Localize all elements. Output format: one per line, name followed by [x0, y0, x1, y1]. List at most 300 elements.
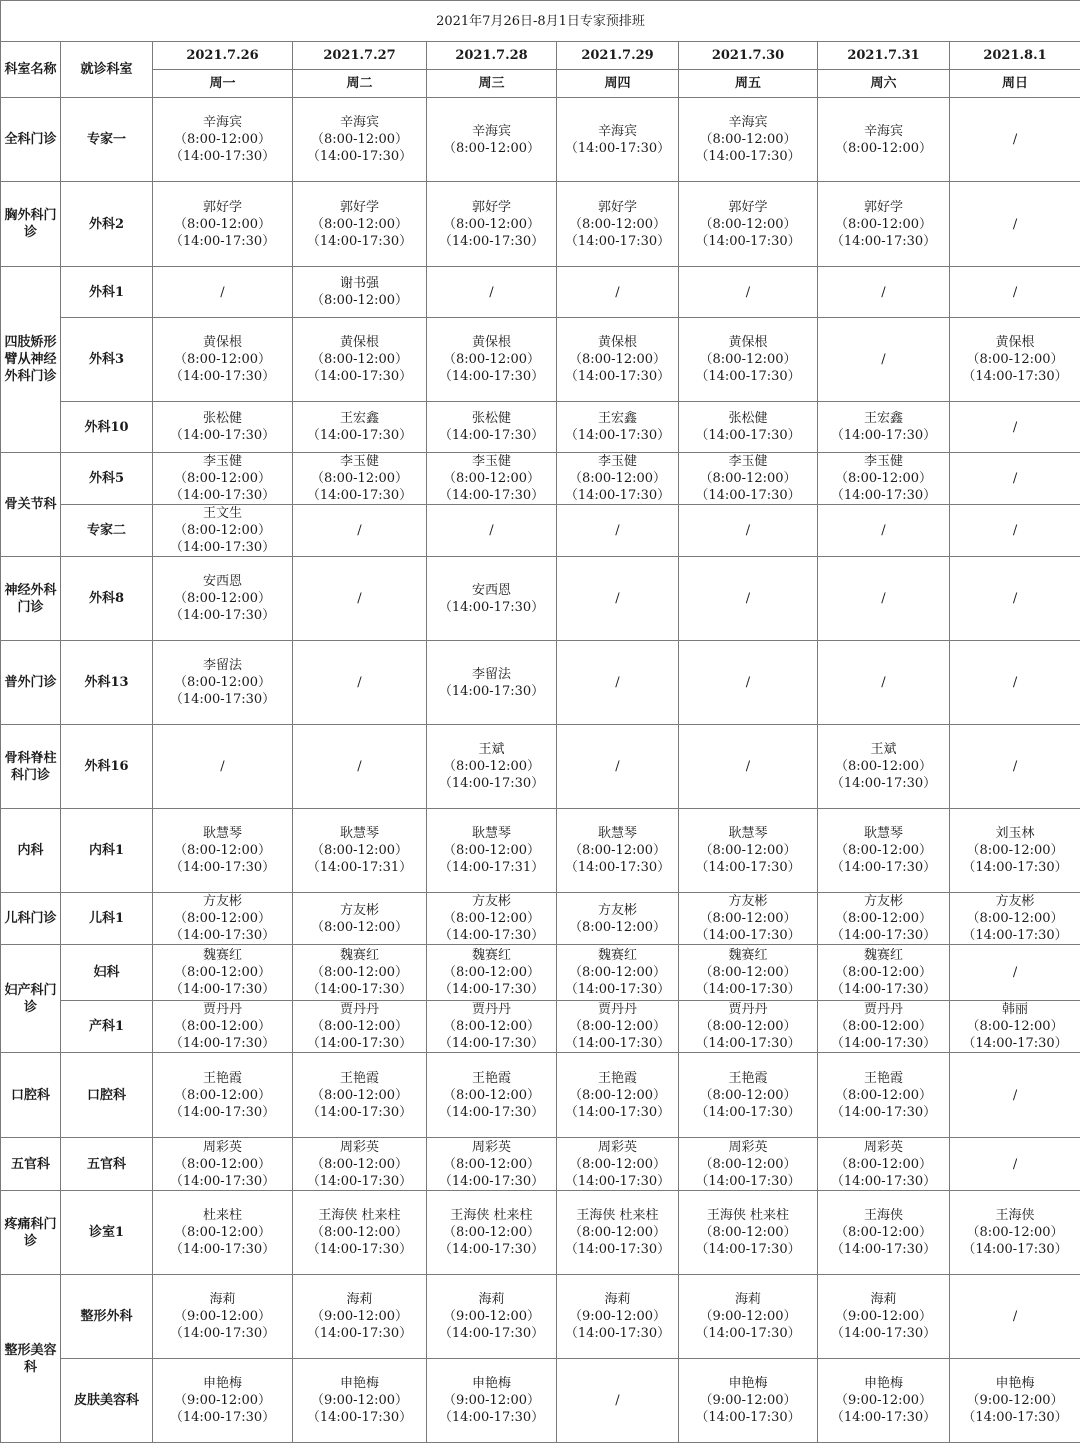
time-slot: （14:00-17:30）	[695, 149, 801, 164]
table-row	[1, 893, 1080, 945]
doctor-name: 方友彬	[471, 894, 511, 909]
doctor-name: 方友彬	[339, 902, 379, 918]
time-slot: （14:00-17:30）	[438, 683, 545, 699]
clinic-room: 专家一	[61, 98, 153, 182]
time-slot: （14:00-17:30）	[169, 540, 276, 555]
schedule-cell	[679, 1001, 818, 1053]
time-slot: （8:00-12:00）	[699, 1225, 797, 1240]
doctor-name: 海莉	[734, 1292, 761, 1307]
doctor-name: 王艳霞	[597, 1070, 637, 1086]
doctor-name: 安西恩	[202, 574, 242, 589]
doctor-name: 谢书强	[339, 276, 379, 291]
time-slot: （14:00-17:30）	[306, 1242, 413, 1257]
time-slot: （8:00-12:00）	[568, 965, 667, 980]
schedule-cell	[818, 318, 950, 402]
schedule-cell	[427, 809, 557, 893]
table-row	[1, 725, 1080, 809]
clinic-room: 五官科	[61, 1138, 153, 1191]
doctor-name: 王海侠 杜来柱	[576, 1208, 659, 1223]
time-slot: （8:00-12:00）	[834, 1019, 933, 1034]
time-slot: （8:00-12:00）	[442, 965, 541, 980]
doctor-name: /	[881, 523, 886, 538]
clinic-room: 外科3	[61, 318, 153, 402]
schedule-cell	[557, 402, 679, 453]
schedule-cell	[679, 945, 818, 1001]
time-slot: （9:00-12:00）	[966, 1393, 1064, 1408]
doctor-name: /	[745, 675, 751, 690]
time-slot: （14:00-17:30）	[695, 233, 801, 249]
schedule-cell	[818, 641, 950, 725]
time-slot: （14:00-17:30）	[830, 488, 937, 503]
department-name: 内科	[1, 809, 61, 893]
doctor-name: /	[745, 523, 751, 538]
time-slot: （14:00-17:30）	[169, 1410, 276, 1425]
schedule-cell	[557, 1053, 679, 1138]
doctor-name: /	[881, 352, 886, 367]
schedule-title: 2021年7月26日-8月1日专家预排班	[1, 1, 1080, 42]
time-slot: （14:00-17:30）	[564, 1326, 671, 1341]
time-slot: （8:00-12:00）	[442, 843, 541, 858]
time-slot: （14:00-17:30）	[169, 1173, 276, 1189]
time-slot: （14:00-17:30）	[438, 982, 545, 997]
table-row	[1, 557, 1080, 641]
time-slot: （8:00-12:00）	[173, 523, 272, 538]
doctor-name: /	[1012, 1087, 1018, 1103]
time-slot: （14:00-17:30）	[830, 1036, 937, 1051]
time-slot: （8:00-12:00）	[699, 1087, 797, 1103]
time-slot: （8:00-12:00）	[966, 911, 1064, 926]
doctor-name: 海莉	[604, 1292, 631, 1307]
schedule-cell	[557, 725, 679, 809]
time-slot: （14:00-17:30）	[169, 428, 276, 443]
time-slot: （14:00-17:30）	[564, 1173, 671, 1189]
schedule-cell	[153, 809, 293, 893]
doctor-name: 贾丹丹	[728, 1002, 768, 1017]
time-slot: （14:00-17:30）	[169, 1326, 276, 1341]
clinic-room: 外科5	[61, 453, 153, 505]
doctor-name: 辛海宾	[202, 115, 242, 130]
time-slot: （14:00-17:30）	[695, 1104, 801, 1120]
time-slot: （14:00-17:30）	[169, 608, 276, 623]
schedule-cell	[427, 1001, 557, 1053]
schedule-cell	[950, 557, 1080, 641]
doctor-name: 耿慧琴	[202, 826, 242, 841]
schedule-cell	[950, 809, 1080, 893]
clinic-room: 专家二	[61, 505, 153, 557]
schedule-cell	[818, 809, 950, 893]
doctor-name: 周彩英	[339, 1139, 379, 1155]
doctor-name: /	[357, 591, 362, 606]
time-slot: （14:00-17:30）	[306, 1326, 413, 1341]
schedule-cell	[557, 893, 679, 945]
department-name: 骨科脊柱科门诊	[1, 725, 61, 809]
doctor-name: 魏赛红	[863, 948, 903, 963]
table-row	[1, 641, 1080, 725]
schedule-cell	[153, 98, 293, 182]
schedule-cell	[950, 893, 1080, 945]
time-slot: （14:00-17:30）	[830, 428, 937, 443]
doctor-name: 李留法	[471, 666, 511, 682]
department-name: 口腔科	[1, 1053, 61, 1138]
time-slot: （8:00-12:00）	[310, 293, 409, 308]
time-slot: （8:00-12:00）	[699, 843, 797, 858]
time-slot: （14:00-17:30）	[169, 1036, 276, 1051]
schedule-cell	[818, 725, 950, 809]
doctor-name: 周彩英	[202, 1139, 242, 1155]
doctor-name: 黄保根	[471, 335, 511, 350]
time-slot: （14:00-17:30）	[695, 1410, 801, 1425]
time-slot: （9:00-12:00）	[834, 1393, 933, 1408]
time-slot: （14:00-17:31）	[306, 860, 413, 875]
schedule-cell	[679, 182, 818, 267]
schedule-cell	[153, 1053, 293, 1138]
time-slot: （8:00-12:00）	[568, 843, 667, 858]
department-name: 神经外科门诊	[1, 557, 61, 641]
schedule-cell	[293, 98, 427, 182]
doctor-name: /	[1012, 471, 1018, 486]
time-slot: （14:00-17:30）	[695, 928, 801, 943]
schedule-cell	[427, 453, 557, 505]
time-slot: （14:00-17:30）	[438, 233, 545, 249]
schedule-cell	[153, 1001, 293, 1053]
doctor-name: /	[881, 284, 886, 300]
time-slot: （14:00-17:30）	[830, 1104, 937, 1120]
time-slot: （14:00-17:30）	[962, 1242, 1068, 1257]
doctor-name: 申艳梅	[728, 1376, 768, 1391]
schedule-cell	[950, 1053, 1080, 1138]
schedule-cell	[293, 267, 427, 318]
schedule-cell	[818, 505, 950, 557]
doctor-name: 申艳梅	[995, 1376, 1035, 1391]
time-slot: （8:00-12:00）	[834, 843, 933, 858]
schedule-cell	[293, 182, 427, 267]
header-weekday: 周四	[557, 70, 679, 98]
doctor-name: 王海侠	[995, 1208, 1035, 1223]
schedule-cell	[427, 945, 557, 1001]
schedule-cell	[293, 1053, 427, 1138]
time-slot: （8:00-12:00）	[699, 911, 797, 926]
time-slot: （14:00-17:30）	[169, 488, 276, 503]
time-slot: （14:00-17:30）	[438, 488, 545, 503]
header-weekday: 周二	[293, 70, 427, 98]
time-slot: （14:00-17:30）	[169, 1242, 276, 1257]
time-slot: （8:00-12:00）	[173, 675, 272, 690]
schedule-cell	[427, 1359, 557, 1443]
time-slot: （14:00-17:30）	[438, 1410, 545, 1425]
time-slot: （14:00-17:30）	[169, 860, 276, 875]
schedule-cell	[293, 1359, 427, 1443]
doctor-name: 海莉	[209, 1292, 236, 1307]
schedule-cell	[293, 1275, 427, 1359]
schedule-cell	[950, 641, 1080, 725]
department-name: 胸外科门诊	[1, 182, 61, 267]
department-name: 疼痛科门诊	[1, 1191, 61, 1275]
schedule-cell	[679, 505, 818, 557]
schedule-cell	[557, 318, 679, 402]
doctor-name: /	[1012, 284, 1018, 300]
table-row	[1, 1138, 1080, 1191]
time-slot: （8:00-12:00）	[442, 140, 541, 156]
time-slot: （14:00-17:30）	[695, 428, 801, 443]
doctor-name: /	[1012, 965, 1018, 980]
doctor-name: 耿慧琴	[728, 826, 768, 841]
doctor-name: 王宏鑫	[597, 411, 637, 426]
doctor-name: /	[615, 759, 620, 774]
doctor-name: 辛海宾	[728, 115, 768, 130]
doctor-name: 耿慧琴	[597, 826, 637, 841]
schedule-cell	[679, 98, 818, 182]
doctor-name: 李留法	[202, 658, 242, 673]
clinic-room: 儿科1	[61, 893, 153, 945]
time-slot: （8:00-12:00）	[699, 965, 797, 980]
header-weekday: 周五	[679, 70, 818, 98]
schedule-cell	[557, 1275, 679, 1359]
schedule-cell	[818, 557, 950, 641]
time-slot: （8:00-12:00）	[442, 1156, 541, 1172]
time-slot: （14:00-17:30）	[306, 1410, 413, 1425]
header-weekday: 周一	[153, 70, 293, 98]
time-slot: （8:00-12:00）	[173, 965, 272, 980]
time-slot: （8:00-12:00）	[173, 471, 272, 486]
doctor-name: 辛海宾	[597, 123, 637, 139]
time-slot: （8:00-12:00）	[173, 216, 272, 232]
doctor-name: 方友彬	[202, 894, 242, 909]
table-row	[1, 1001, 1080, 1053]
doctor-name: 王艳霞	[202, 1070, 242, 1086]
time-slot: （8:00-12:00）	[173, 1019, 272, 1034]
time-slot: （8:00-12:00）	[834, 911, 933, 926]
table-row	[1, 182, 1080, 267]
schedule-cell	[153, 182, 293, 267]
schedule-cell	[679, 641, 818, 725]
schedule-cell	[557, 945, 679, 1001]
schedule-cell	[950, 1359, 1080, 1443]
time-slot: （14:00-17:30）	[564, 140, 671, 156]
doctor-name: 李玉健	[339, 454, 379, 469]
table-row	[1, 1275, 1080, 1359]
schedule-cell	[557, 809, 679, 893]
doctor-name: 郭好学	[339, 199, 379, 215]
time-slot: （14:00-17:30）	[169, 149, 276, 164]
time-slot: （9:00-12:00）	[699, 1393, 797, 1408]
time-slot: （8:00-12:00）	[568, 1019, 667, 1034]
doctor-name: 贾丹丹	[863, 1002, 903, 1017]
doctor-name: 周彩英	[597, 1139, 637, 1155]
time-slot: （14:00-17:30）	[830, 1410, 937, 1425]
schedule-cell	[679, 453, 818, 505]
time-slot: （14:00-17:30）	[695, 1173, 801, 1189]
time-slot: （14:00-17:30）	[564, 233, 671, 249]
schedule-cell	[293, 453, 427, 505]
time-slot: （14:00-17:30）	[438, 776, 545, 791]
schedule-cell	[950, 318, 1080, 402]
time-slot: （8:00-12:00）	[310, 132, 409, 147]
table-row	[1, 1053, 1080, 1138]
time-slot: （14:00-17:30）	[306, 233, 413, 249]
schedule-cell	[950, 1275, 1080, 1359]
time-slot: （8:00-12:00）	[966, 843, 1064, 858]
doctor-name: 魏赛红	[471, 948, 511, 963]
clinic-room: 口腔科	[61, 1053, 153, 1138]
schedule-cell	[427, 1191, 557, 1275]
schedule-cell	[427, 267, 557, 318]
time-slot: （14:00-17:30）	[438, 428, 545, 443]
time-slot: （8:00-12:00）	[568, 1087, 667, 1103]
doctor-name: 王艳霞	[863, 1070, 903, 1086]
schedule-cell	[557, 1191, 679, 1275]
table-row	[1, 1191, 1080, 1275]
clinic-room: 外科8	[61, 557, 153, 641]
doctor-name: 李玉健	[471, 454, 511, 469]
header-date: 2021.7.27	[293, 42, 427, 70]
schedule-cell	[818, 945, 950, 1001]
time-slot: （8:00-12:00）	[173, 591, 272, 606]
table-row	[1, 453, 1080, 505]
time-slot: （8:00-12:00）	[310, 1225, 409, 1240]
doctor-name: 贾丹丹	[202, 1002, 242, 1017]
department-name: 普外门诊	[1, 641, 61, 725]
schedule-cell	[950, 725, 1080, 809]
schedule-cell	[557, 267, 679, 318]
time-slot: （14:00-17:30）	[169, 928, 276, 943]
schedule-cell	[153, 402, 293, 453]
time-slot: （8:00-12:00）	[834, 1225, 933, 1240]
doctor-name: /	[1012, 523, 1018, 538]
doctor-name: /	[615, 675, 620, 690]
schedule-cell	[293, 1138, 427, 1191]
schedule-cell	[153, 641, 293, 725]
doctor-name: /	[881, 591, 886, 606]
doctor-name: /	[615, 1393, 620, 1408]
time-slot: （8:00-12:00）	[699, 352, 797, 367]
doctor-name: /	[357, 759, 362, 774]
time-slot: （14:00-17:30）	[830, 982, 937, 997]
time-slot: （8:00-12:00）	[966, 1019, 1064, 1034]
doctor-name: 周彩英	[863, 1139, 903, 1155]
time-slot: （14:00-17:30）	[169, 692, 276, 707]
schedule-cell	[950, 182, 1080, 267]
time-slot: （8:00-12:00）	[442, 352, 541, 367]
doctor-name: 黄保根	[202, 335, 242, 350]
doctor-name: 李玉健	[863, 454, 903, 469]
time-slot: （8:00-12:00）	[173, 132, 272, 147]
doctor-name: 海莉	[478, 1292, 505, 1307]
doctor-name: 魏赛红	[202, 948, 242, 963]
time-slot: （14:00-17:30）	[438, 1036, 545, 1051]
schedule-cell	[818, 1359, 950, 1443]
header-weekday: 周三	[427, 70, 557, 98]
doctor-name: /	[615, 523, 620, 538]
time-slot: （9:00-12:00）	[568, 1309, 667, 1324]
doctor-name: /	[1012, 591, 1018, 606]
doctor-name: 王斌	[478, 742, 505, 757]
time-slot: （14:00-17:30）	[564, 1242, 671, 1257]
doctor-name: 黄保根	[995, 335, 1035, 350]
time-slot: （14:00-17:30）	[830, 928, 937, 943]
time-slot: （8:00-12:00）	[834, 759, 933, 774]
time-slot: （8:00-12:00）	[310, 1156, 409, 1172]
schedule-cell	[293, 809, 427, 893]
schedule-cell	[427, 893, 557, 945]
doctor-name: 贾丹丹	[597, 1002, 637, 1017]
time-slot: （14:00-17:30）	[830, 1326, 937, 1341]
header-room: 就诊科室	[61, 42, 153, 98]
schedule-cell	[818, 453, 950, 505]
time-slot: （8:00-12:00）	[173, 352, 272, 367]
schedule-cell	[293, 402, 427, 453]
department-name: 儿科门诊	[1, 893, 61, 945]
schedule-cell	[818, 1275, 950, 1359]
schedule-cell	[293, 557, 427, 641]
schedule-cell	[950, 1191, 1080, 1275]
doctor-name: 贾丹丹	[339, 1002, 379, 1017]
doctor-name: /	[1012, 759, 1018, 774]
doctor-name: 王宏鑫	[863, 411, 903, 426]
time-slot: （8:00-12:00）	[173, 1156, 272, 1172]
time-slot: （9:00-12:00）	[834, 1309, 933, 1324]
time-slot: （14:00-17:30）	[695, 860, 801, 875]
doctor-name: 方友彬	[863, 894, 903, 909]
doctor-name: 王斌	[870, 742, 897, 757]
doctor-name: 魏赛红	[597, 948, 637, 963]
time-slot: （14:00-17:30）	[564, 488, 671, 503]
doctor-name: 李玉健	[597, 454, 637, 469]
doctor-name: 贾丹丹	[471, 1002, 511, 1017]
schedule-cell	[427, 1053, 557, 1138]
time-slot: （14:00-17:30）	[695, 1242, 801, 1257]
time-slot: （9:00-12:00）	[442, 1393, 541, 1408]
time-slot: （8:00-12:00）	[834, 140, 933, 156]
doctor-name: /	[1012, 1309, 1018, 1324]
time-slot: （9:00-12:00）	[699, 1309, 797, 1324]
schedule-cell	[153, 1191, 293, 1275]
time-slot: （14:00-17:30）	[564, 982, 671, 997]
header-date: 2021.8.1	[950, 42, 1080, 70]
time-slot: （14:00-17:30）	[306, 1036, 413, 1051]
time-slot: （8:00-12:00）	[442, 1225, 541, 1240]
schedule-cell	[557, 182, 679, 267]
schedule-cell	[427, 318, 557, 402]
schedule-cell	[557, 453, 679, 505]
schedule-cell	[153, 267, 293, 318]
time-slot: （8:00-12:00）	[699, 216, 797, 232]
schedule-cell	[679, 893, 818, 945]
schedule-cell	[818, 893, 950, 945]
time-slot: （14:00-17:30）	[306, 149, 413, 164]
schedule-cell	[293, 505, 427, 557]
doctor-name: 郭好学	[863, 199, 903, 215]
time-slot: （8:00-12:00）	[568, 471, 667, 486]
department-name: 整形美容科	[1, 1275, 61, 1443]
doctor-name: /	[1012, 675, 1018, 690]
doctor-name: /	[357, 675, 362, 690]
schedule-cell	[557, 1001, 679, 1053]
clinic-room: 产科1	[61, 1001, 153, 1053]
time-slot: （14:00-17:30）	[306, 1173, 413, 1189]
time-slot: （8:00-12:00）	[834, 216, 933, 232]
time-slot: （8:00-12:00）	[310, 471, 409, 486]
time-slot: （14:00-17:30）	[564, 369, 671, 384]
time-slot: （9:00-12:00）	[310, 1393, 409, 1408]
table-row	[1, 98, 1080, 182]
time-slot: （8:00-12:00）	[568, 216, 667, 232]
doctor-name: 辛海宾	[863, 123, 903, 139]
doctor-name: 张松健	[728, 411, 768, 426]
schedule-cell	[427, 402, 557, 453]
schedule-cell	[153, 318, 293, 402]
department-name: 骨关节科	[1, 453, 61, 557]
time-slot: （9:00-12:00）	[442, 1309, 541, 1324]
